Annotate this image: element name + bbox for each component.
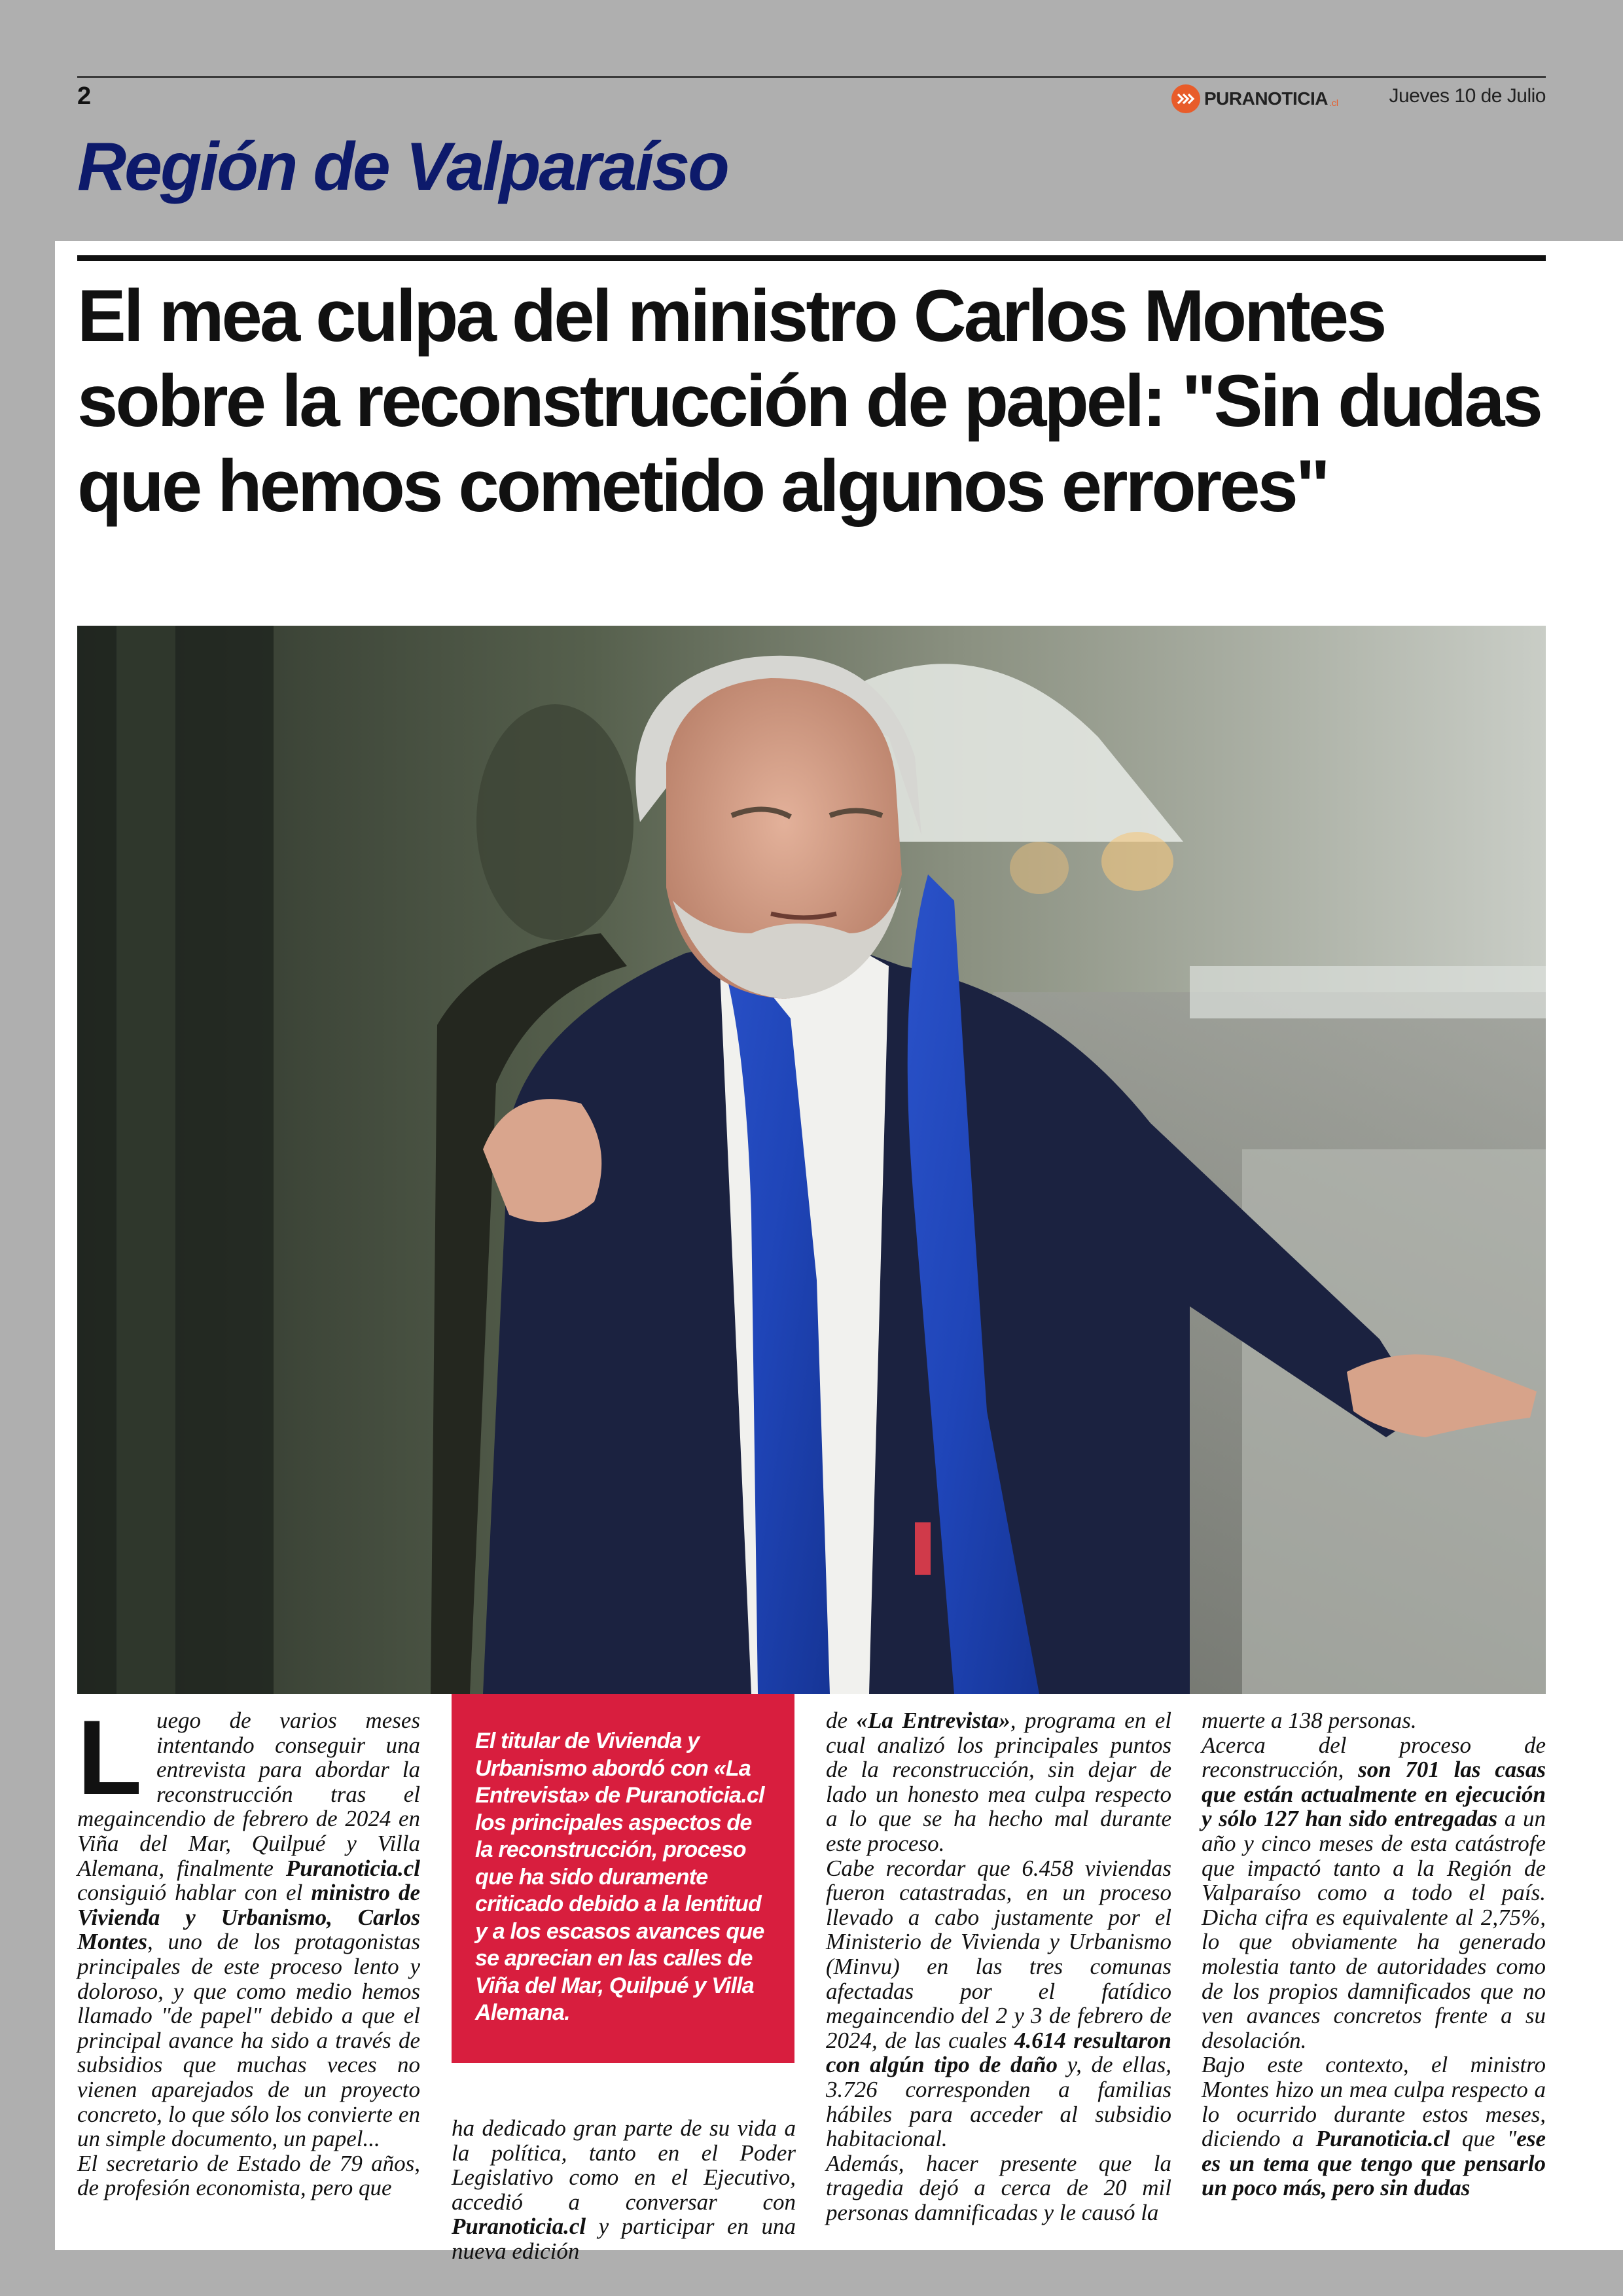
bold-run: son 701 las casas que están actualmente en ejecución y sólo 127 han sido entregadas: [1202, 1757, 1546, 1832]
text-run: y, de ellas, 3.726 corresponden a familias hábiles para acceder al subsidio habitacional.: [826, 2052, 1172, 2152]
bold-run: «La Entrevista»: [856, 1708, 1010, 1733]
pull-quote-box: [452, 1694, 794, 2063]
logo-text: PURANOTICIA: [1204, 88, 1328, 109]
bold-run: ese es un tema que tengo que pensarlo un poco más, pero sin dudas: [1202, 2126, 1546, 2201]
article-column-2: [452, 2116, 796, 2264]
page-number: 2: [77, 82, 92, 110]
header-rule: [77, 76, 1546, 78]
text-run: de: [826, 1708, 857, 1733]
text-run: , uno de los protagonistas principales de este proceso lento y doloroso, y que como medio hemos llamado "de papel" debido a que el principal avance ha sido a través de subsidios que muchas veces no vienen aparejados de un proyecto concreto, lo que sólo los convierte en un simple documento, un papel...: [77, 1929, 420, 2152]
text-run: muerte a 138 personas.: [1202, 1708, 1417, 1733]
article-column-3: [826, 1708, 1171, 2225]
drop-cap: L: [77, 1698, 142, 1817]
bold-run: ministro de Vivienda y Urbanismo, Carlos Montes: [77, 1880, 421, 1955]
article-photo: [77, 626, 1546, 1694]
text-run: que ": [1450, 2126, 1517, 2152]
headline: El mea culpa del ministro Carlos Montes sobre la reconstrucción de papel: "Sin dudas que hemos cometido algunos errores": [77, 275, 1541, 527]
photo-illustration: [77, 626, 1546, 1694]
text-run: , programa en el cual analizó los principales puntos de la reconstrucción, sin dejar de lado un honesto mea culpa respecto a lo que se ha hecho mal durante este proceso.: [826, 1708, 1171, 1856]
issue-date: Jueves 10 de Julio: [1389, 85, 1546, 107]
text-run: Además, hacer presente que la tragedia dejó a cerca de 20 mil personas damnificadas y le causó la: [826, 2150, 1171, 2225]
logo-suffix: .cl: [1329, 98, 1338, 108]
text-run: El secretario de Estado de 79 años, de profesión economista, pero que: [77, 2150, 420, 2201]
text-run: Cabe recordar que 6.458 viviendas fueron catastradas, en un proceso llevado a cabo justamente por el Ministerio de Vivienda y Urbanismo (Minvu) en las tres comunas afectadas por el fatídico megaincendio del 2 y 3 de febrero de 2024, de las cuales: [826, 1855, 1171, 2053]
article-column-1: [77, 1698, 421, 2201]
bold-run: Puranoticia.cl: [285, 1855, 420, 1881]
chevrons-icon: [1171, 84, 1200, 113]
bold-run: Puranoticia.cl: [452, 2214, 586, 2240]
pull-quote: El titular de Vivienda y Urbanismo abordó con «La Entrevista» de Puranoticia.cl los principales aspectos de la reconstrucción, proceso que ha sido duramente criticado debido a la lentitud y a los escasos avances que se aprecian en las calles de Viña del Mar, Quilpué y Villa Alemana.: [475, 1729, 764, 2025]
text-run: uego de varios meses intentando conseguir una entrevista para abordar la reconstrucción tras el megaincendio de febrero de 2024 en Viña del Mar, Quilpué y Villa Alemana, finalmente: [77, 1708, 420, 1881]
text-run: ha dedicado gran parte de su vida a la política, tanto en el Poder Legislativo como en el Ejecutivo, accedió a conversar con: [452, 2115, 796, 2215]
bold-run: Puranoticia.cl: [1315, 2126, 1450, 2152]
bold-run: 4.614 resultaron con algún tipo de daño: [826, 2027, 1171, 2078]
section-title: Región de Valparaíso: [77, 129, 728, 205]
text-run: Acerca del proceso de reconstrucción,: [1202, 1732, 1546, 1783]
puranoticia-logo[interactable]: [1171, 82, 1338, 115]
text-run: Bajo este contexto, el ministro Montes hizo un mea culpa respecto a lo ocurrido durante estos meses, diciendo a: [1202, 2052, 1546, 2152]
text-run: y participar en una nueva edición: [452, 2214, 796, 2264]
headline-rule: [77, 255, 1546, 261]
text-run: a un año y cinco meses de esta catástrofe que impactó tanto a la Región de Valparaíso como a todo el país. Dicha cifra es equivalente al 2,75%, lo que obviamente ha generado molestia tanto de autoridades como de los propios damnificados que no ven avances concretos frente a su desolación.: [1202, 1806, 1546, 2053]
text-run: consiguió hablar con el: [77, 1880, 312, 1906]
article-column-4: [1202, 1708, 1546, 2200]
